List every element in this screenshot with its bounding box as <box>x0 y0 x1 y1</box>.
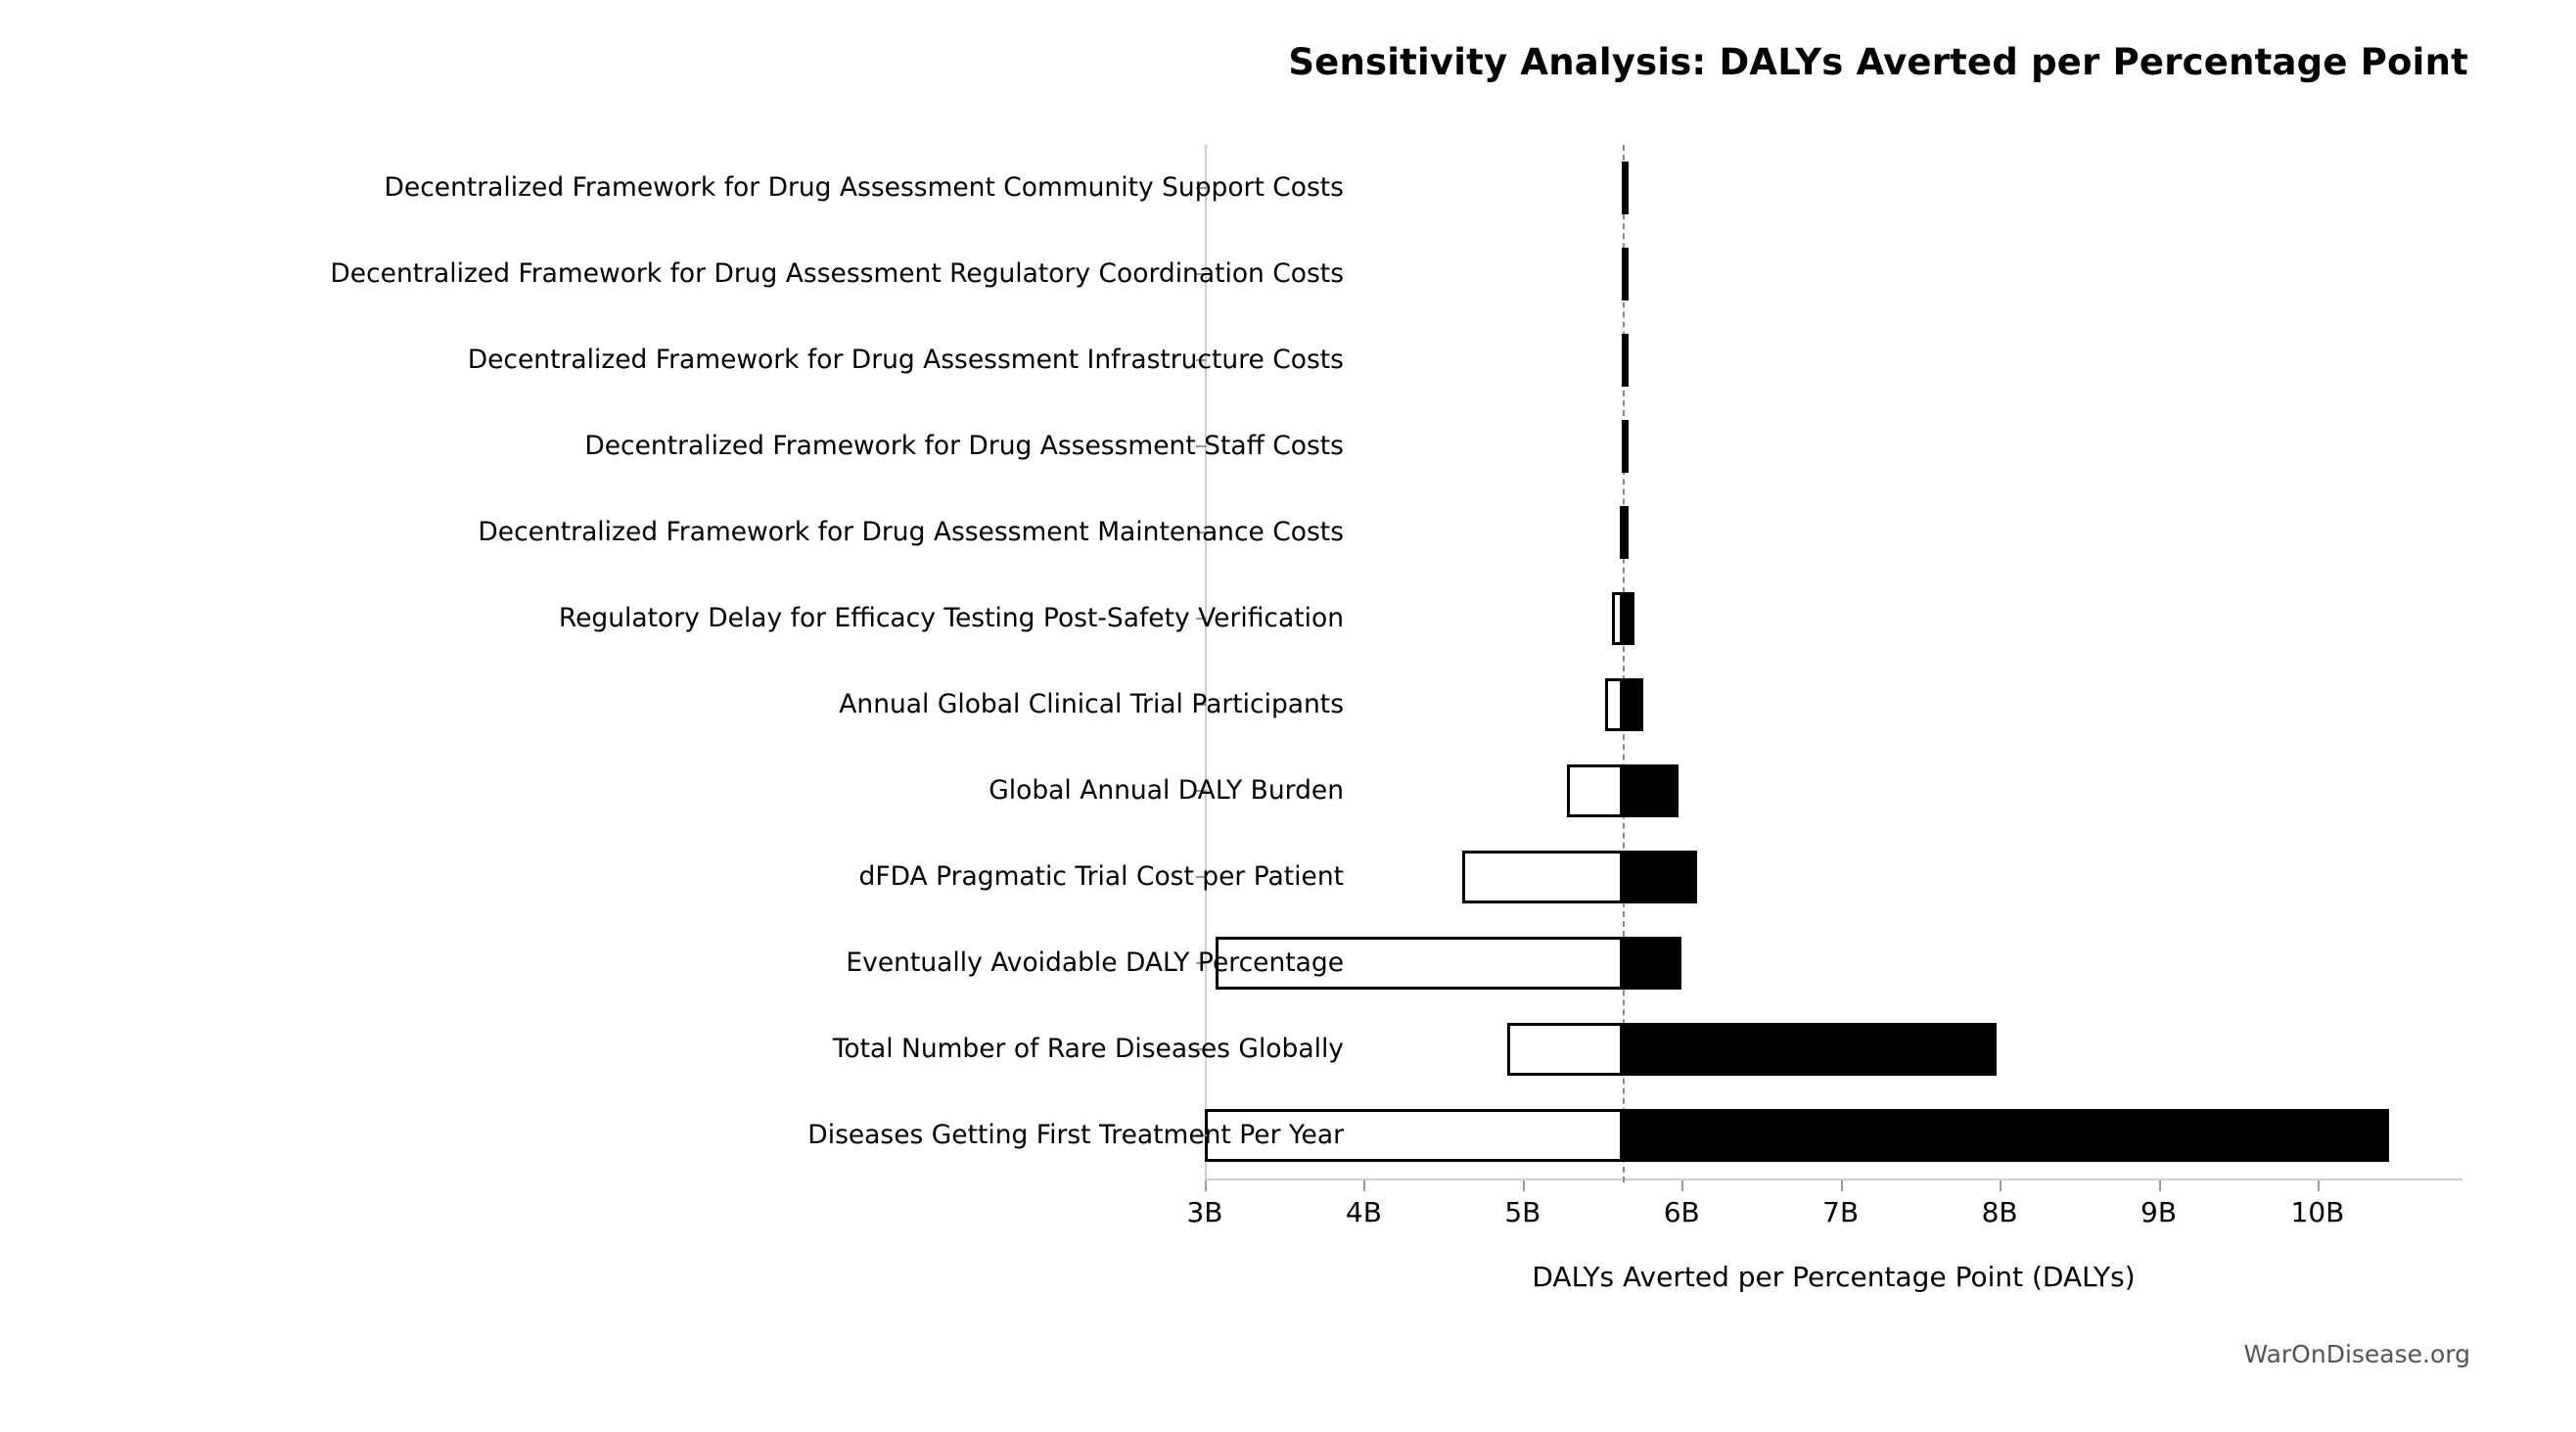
plot-area <box>1205 145 2453 1178</box>
tornado-bar-row <box>1205 1006 2453 1092</box>
x-axis-tick <box>2318 1180 2320 1191</box>
tornado-bar-row <box>1205 317 2453 403</box>
x-axis-tick-label: 10B <box>2290 1196 2345 1228</box>
y-axis-tick-label: Decentralized Framework for Drug Assessment Community Support Costs <box>384 171 1344 203</box>
bar-high-segment <box>1623 420 1629 473</box>
watermark: WarOnDisease.org <box>2243 1340 2470 1368</box>
bar-high-segment <box>1623 248 1629 300</box>
y-axis-tick-label: Decentralized Framework for Drug Assessment Regulatory Coordination Costs <box>330 257 1344 289</box>
x-axis-tick <box>1363 1180 1365 1191</box>
y-axis-tick-label: Diseases Getting First Treatment Per Year <box>807 1119 1344 1150</box>
bar-high-segment <box>1623 937 1681 990</box>
bar-high-segment <box>1623 1023 1997 1076</box>
tornado-bar-row <box>1205 145 2453 231</box>
y-axis-tick-label: dFDA Pragmatic Trial Cost per Patient <box>858 860 1344 892</box>
x-axis-tick <box>1205 1180 1207 1191</box>
y-axis-tick-label: Global Annual DALY Burden <box>989 774 1344 806</box>
y-axis-tick-label: Total Number of Rare Diseases Globally <box>832 1033 1344 1064</box>
x-axis-tick-label: 4B <box>1345 1196 1382 1228</box>
x-axis-tick <box>1841 1180 1843 1191</box>
chart-title: Sensitivity Analysis: DALYs Averted per Percentage Point <box>1288 41 2468 83</box>
x-axis-spine <box>1205 1178 2462 1180</box>
x-axis-tick-label: 3B <box>1186 1196 1223 1228</box>
bar-high-segment <box>1623 1109 2389 1162</box>
bar-low-segment <box>1567 764 1623 817</box>
y-axis-tick-label: Eventually Avoidable DALY Percentage <box>846 947 1344 978</box>
y-axis-tick-label: Decentralized Framework for Drug Assessment Infrastructure Costs <box>467 344 1344 375</box>
x-axis-tick <box>1523 1180 1525 1191</box>
bar-low-segment <box>1605 678 1623 731</box>
x-axis-tick <box>2159 1180 2161 1191</box>
y-axis-tick-label: Annual Global Clinical Trial Participants <box>839 688 1344 719</box>
y-axis-tick-label: Regulatory Delay for Efficacy Testing Post-Safety Verification <box>558 602 1344 633</box>
y-axis-tick-label: Decentralized Framework for Drug Assessment Staff Costs <box>584 430 1344 461</box>
x-axis-tick-label: 8B <box>1981 1196 2018 1228</box>
bar-high-segment <box>1623 592 1633 645</box>
bar-high-segment <box>1623 764 1679 817</box>
tornado-bar-row <box>1205 834 2453 920</box>
bar-high-segment <box>1623 162 1629 214</box>
bar-high-segment <box>1623 334 1629 387</box>
x-axis-tick-label: 5B <box>1504 1196 1541 1228</box>
x-axis-tick-label: 9B <box>2140 1196 2178 1228</box>
bar-high-segment <box>1623 506 1629 559</box>
tornado-bar-row <box>1205 1092 2453 1178</box>
bar-low-segment <box>1462 851 1623 903</box>
x-axis-tick <box>1681 1180 1683 1191</box>
y-axis-tick-label: Decentralized Framework for Drug Assessment Maintenance Costs <box>478 516 1344 547</box>
tornado-bar-row <box>1205 231 2453 317</box>
tornado-bar-row <box>1205 748 2453 834</box>
x-axis-tick-label: 7B <box>1822 1196 1860 1228</box>
tornado-bar-row <box>1205 403 2453 489</box>
bar-high-segment <box>1623 851 1697 903</box>
tornado-bar-row <box>1205 920 2453 1006</box>
tornado-bar-row <box>1205 662 2453 748</box>
x-axis-tick-label: 6B <box>1663 1196 1700 1228</box>
x-axis-title: DALYs Averted per Percentage Point (DALYs) <box>1532 1261 2136 1293</box>
tornado-bar-row <box>1205 489 2453 576</box>
bar-high-segment <box>1623 678 1643 731</box>
tornado-bar-row <box>1205 576 2453 662</box>
x-axis-tick <box>2000 1180 2001 1191</box>
bar-low-segment <box>1507 1023 1624 1076</box>
bar-low-segment <box>1612 592 1623 645</box>
